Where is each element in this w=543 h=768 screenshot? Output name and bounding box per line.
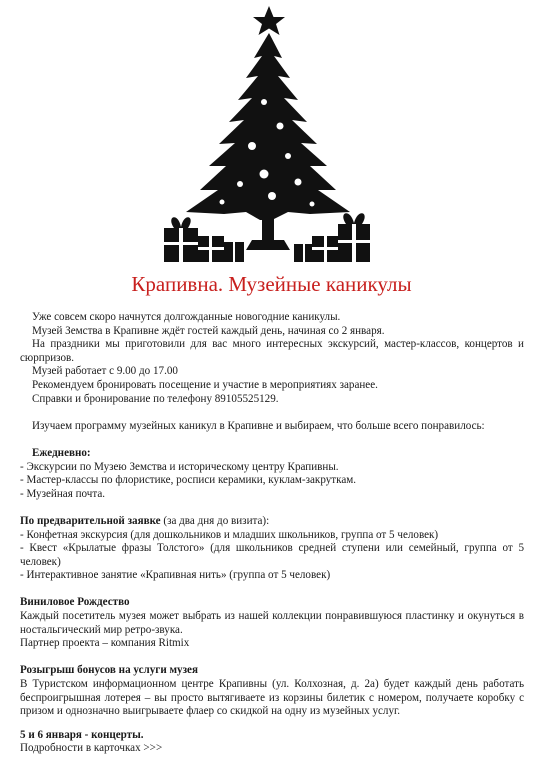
document-body (20, 311, 524, 756)
section-heading-concerts: 5 и 6 января - концерты. (20, 728, 144, 741)
vinyl-partner: Партнер проекта – компания Ritmix (20, 637, 190, 650)
page-title: Крапивна. Музейные каникулы (131, 272, 412, 296)
intro-line: На праздники мы приготовили для вас много интересных экскурсий, мастер-классов, концертов и сюрпризов. (20, 338, 524, 364)
intro-line: Музей работает с 9.00 до 17.00 (32, 365, 178, 378)
intro-line: Рекомендуем бронировать посещение и участие в мероприятиях заранее. (32, 378, 378, 391)
list-item: - Интерактивное занятие «Крапивная нить» (группа от 5 человек) (20, 569, 331, 582)
christmas-tree-illustration (160, 6, 376, 268)
section-heading-booking: По предварительной заявке (за два дня до визита): (20, 514, 270, 527)
intro-line: Уже совсем скоро начнутся долгожданные новогодние каникулы. (32, 311, 341, 323)
tree-icon (186, 33, 350, 220)
vinyl-text: Каждый посетитель музея может выбрать из нашей коллекции понравившуюся пластинку и окунуться в ностальгический мир ретро-звука. (20, 610, 524, 636)
section-heading-daily: Ежедневно: (32, 446, 91, 459)
section-heading-vinyl: Виниловое Рождество (20, 596, 130, 609)
list-item: - Мастер-классы по флористике, росписи керамики, куклам-закруткам. (20, 474, 357, 487)
list-item: - Музейная почта. (20, 487, 106, 500)
details-link[interactable]: Подробности в карточках >>> (20, 742, 163, 755)
list-item: - Экскурсии по Музею Земства и историческому центру Крапивны. (20, 460, 339, 473)
list-item: - Конфетная экскурсия (для дошкольников и младших школьников, группа от 5 человек) (20, 528, 439, 541)
intro-line: Музей Земства в Крапивне ждёт гостей каждый день, начиная со 2 января. (32, 324, 385, 337)
lead-paragraph: Изучаем программу музейных каникул в Крапивне и выбираем, что больше всего понравилось: (32, 419, 485, 432)
booking-note: (за два дня до визита): (160, 514, 270, 527)
list-item: - Квест «Крылатые фразы Толстого» (для школьников средней ступени или семейный, группа от 5 человек) (20, 542, 524, 568)
intro-line: Справки и бронирование по телефону 89105525129. (32, 392, 279, 405)
lottery-text: В Туристском информационном центре Крапивны (ул. Колхозная, д. 2а) будет каждый день работать беспроигрышная лотерея – вы просто вытягиваете из корзины билетик с номером, получаете коробку с призом и однозначно выигрываете флаер со скидкой на одну из музейных услуг. (20, 678, 524, 718)
section-heading-lottery: Розыгрыш бонусов на услуги музея (20, 664, 198, 677)
star-icon (253, 6, 285, 35)
